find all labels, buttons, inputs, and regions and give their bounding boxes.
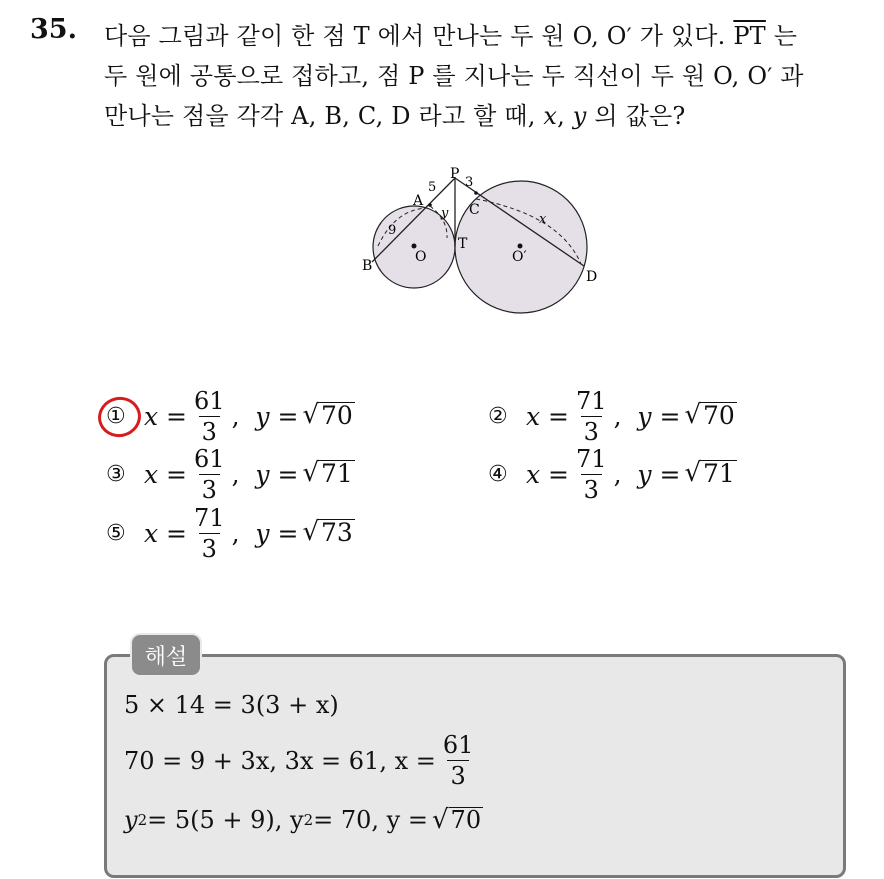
choice-y-sqrt: √ 73 [302,517,353,548]
point-c [474,191,478,195]
label-seg-y: y [441,206,449,221]
label-seg-9: 9 [388,223,397,238]
solution-line-3: y 2 = 5(5 + 9), y 2 = 70, y = √ 70 [124,804,482,835]
choice-2[interactable]: ② x = $\frac{71}{3}$ , y = √ 70 [488,386,735,446]
label-d: D [586,269,598,285]
label-c: C [469,202,480,218]
choice-x-fraction: $\frac{71}{3}$ [576,444,607,504]
label-seg-3: 3 [465,175,474,190]
question-line-3: 만나는 점을 각각 A, B, C, D 라고 할 때, x, y 의 값은? [104,102,686,130]
solution-line-2: 70 = 9 + 3x, 3x = 61, x = $\frac{61}{3}$ [124,733,480,788]
segment-pt-overline: $\overline{PT}$ [733,22,766,50]
solution-line-1: 5 × 14 = 3(3 + x) [124,691,339,719]
point-a [428,203,432,207]
choice-y-sqrt: √ 70 [302,400,353,431]
label-seg-x: x [539,212,547,227]
solution-tab: 해설 [130,633,202,677]
choice-number: ③ [106,461,126,487]
label-o-prime: O′ [512,249,527,265]
geometry-figure [0,0,884,330]
choice-number: ② [488,403,508,429]
label-o: O [415,249,427,265]
label-a: A [413,193,424,209]
choice-x-fraction: $\frac{71}{3}$ [194,503,225,563]
solution-y-sqrt: √ 70 [431,804,482,835]
choice-number: ⑤ [106,520,126,546]
question-line-2: 두 원에 공통으로 접하고, 점 P 를 지나는 두 직선이 두 원 O, O′ 과 [104,62,804,90]
label-seg-5: 5 [428,180,437,195]
choice-x-fraction: $\frac{71}{3}$ [576,386,607,446]
center-o-prime-dot [518,244,523,249]
choice-number: ① [106,403,126,429]
choice-1[interactable]: ① x = $\frac{61}{3}$ , y = √ 70 [106,386,355,446]
question-line-1: 다음 그림과 같이 한 점 T 에서 만나는 두 원 O, O′ 가 있다. $\overline{PT}$ 는 [104,22,798,50]
choice-5[interactable]: ⑤ x = $\frac{71}{3}$ , y = √ 73 [106,503,353,563]
solution-x-fraction: $\frac{61}{3}$ [442,731,474,790]
choice-y-sqrt: √ 70 [684,400,735,431]
choice-y-sqrt: √ 71 [684,458,735,489]
choice-x-fraction: $\frac{61}{3}$ [194,386,225,446]
center-o-dot [412,244,417,249]
choice-4[interactable]: ④ x = $\frac{71}{3}$ , y = √ 71 [488,444,735,504]
choice-y-sqrt: √ 71 [302,458,353,489]
choice-number: ④ [488,461,508,487]
choice-3[interactable]: ③ x = $\frac{61}{3}$ , y = √ 71 [106,444,353,504]
question-number: 35. [30,14,77,45]
label-p: P [450,166,460,182]
label-t: T [458,236,468,252]
choice-x-fraction: $\frac{61}{3}$ [194,444,225,504]
label-b: B [362,258,373,274]
